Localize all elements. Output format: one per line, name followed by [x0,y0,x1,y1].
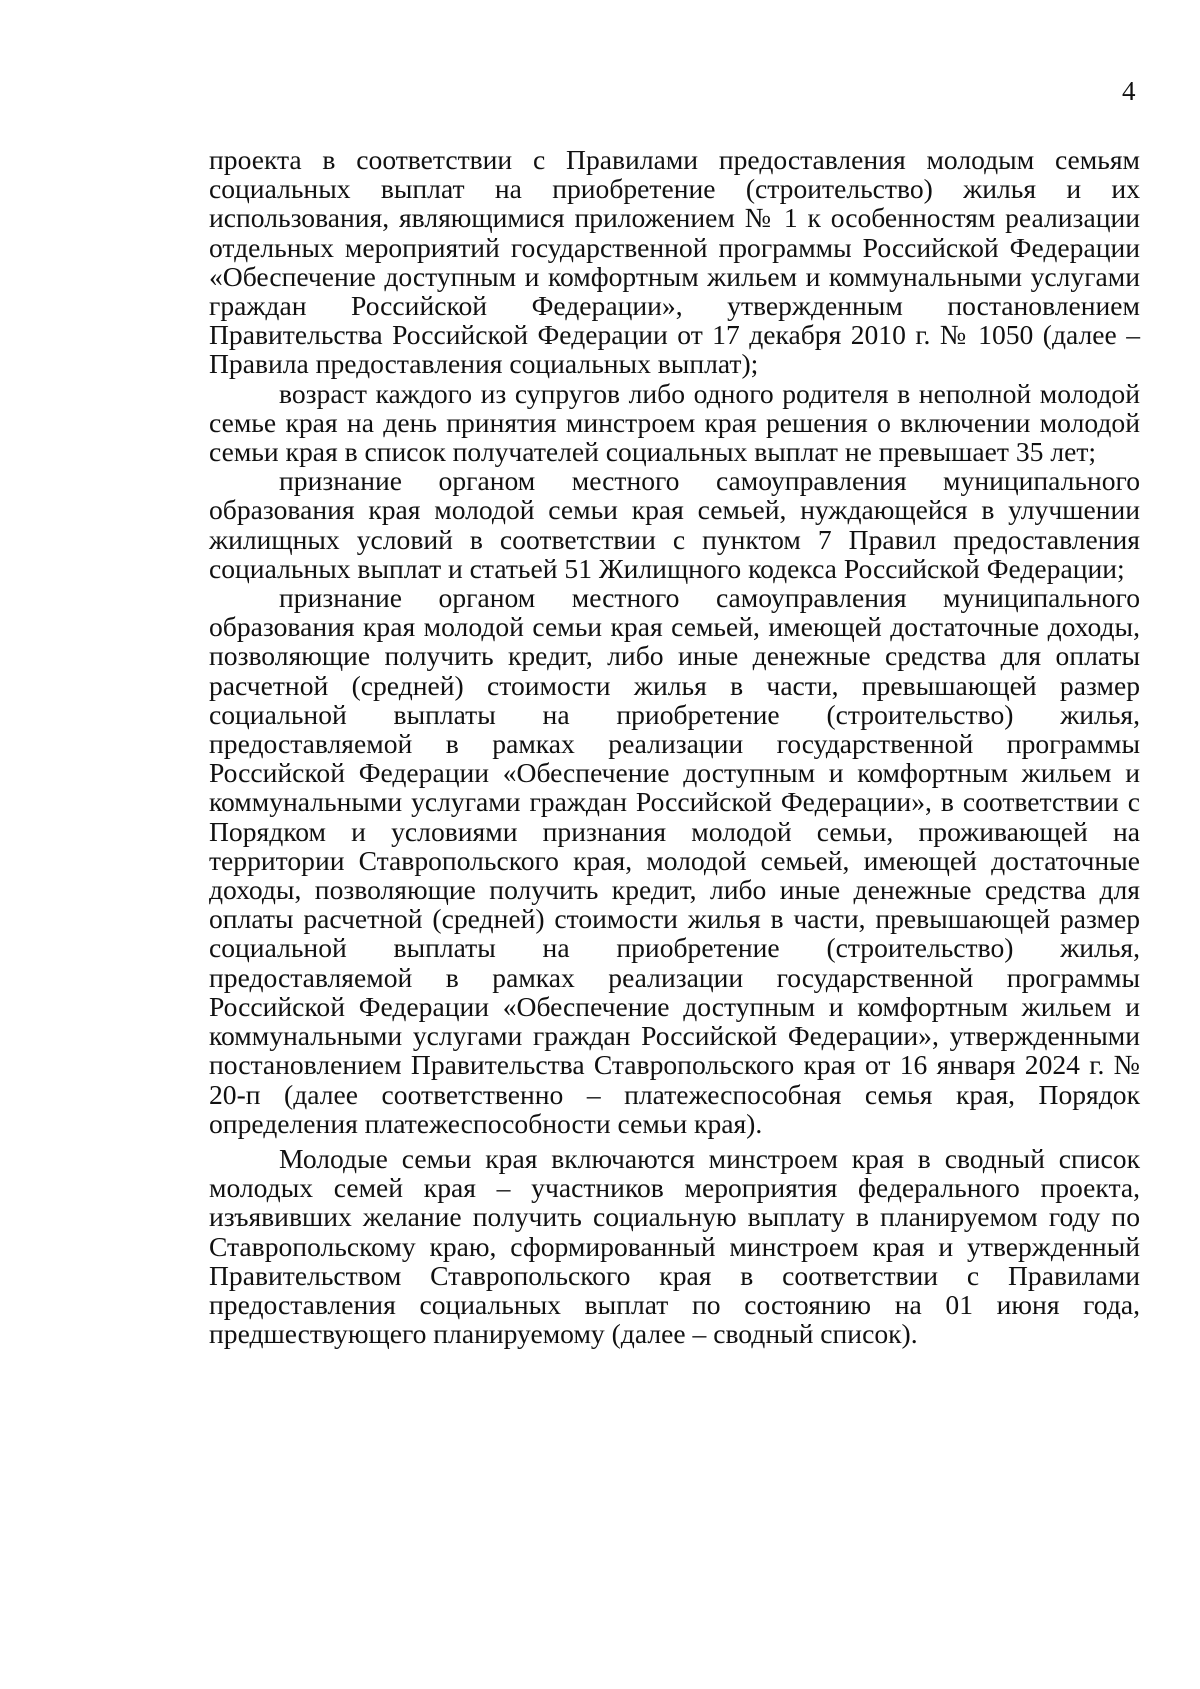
page-number: 4 [1122,76,1136,106]
paragraph-summary-list: Молодые семьи края включаются минстроем края в сводный список молодых семей края – участников мероприятия федерального проекта, изъявивших желание получить социальную выплату в планируемом году по Ставропольскому краю, сформированный минстроем края и утвержденный Правительством Ставропольского края в соответствии с Правилами предоставления социальных выплат по состоянию на 01 июня года, предшествующего планируемому (далее – сводный список). [209,1142,1140,1350]
paragraph-housing-need: признание органом местного самоуправления муниципального образования края молодой семьи края семьей, нуждающейся в улучшении жилищных условий в соответствии с пунктом 7 Правил предоставления социальных выплат и статьей 51 Жилищного кодекса Российской Федерации; [209,465,1140,584]
paragraph-age-condition: возраст каждого из супругов либо одного родителя в неполной молодой семье края на день принятия минстроем края решения о включении молодой семьи края в список получателей социальных выплат не превышает 35 лет; [209,377,1140,468]
paragraph-solvency: признание органом местного самоуправления муниципального образования края молодой семьи края семьей, имеющей достаточные доходы, позволяющие получить кредит, либо иные денежные средства для оплаты расчетной (средней) стоимости жилья в части, превышающей размер социальной выплаты на приобретение (строительство) жилья, предоставляемой в рамках реализации государственной программы Российской Федерации «Обеспечение доступным и комфортным жильем и коммунальными услугами граждан Российской Федерации», в соответствии с Порядком и условиями признания молодой семьи, проживающей на территории Ставропольского края, молодой семьей, имеющей достаточные доходы, позволяющие получить кредит, либо иные денежные средства для оплаты расчетной (средней) стоимости жилья в части, превышающей размер социальной выплаты на приобретение (строительство) жилья, предоставляемой в рамках реализации государственной программы Российской Федерации «Обеспечение доступным и комфортным жильем и коммунальными услугами граждан Российской Федерации», утвержденными постановлением Правительства Ставропольского края от 16 января 2024 г. № 20-п (далее соответственно – платежеспособная семья края, Порядок определения платежеспособности семьи края). [209,582,1140,1139]
document-body [209,145,1140,1348]
paragraph-continued: проекта в соответствии с Правилами предоставления молодым семьям социальных выплат на приобретение (строительство) жилья и их использования, являющимися приложением № 1 к особенностям реализации отдельных мероприятий государственной программы Российской Федерации «Обеспечение доступным и комфортным жильем и коммунальными услугами граждан Российской Федерации», утвержденным постановлением Правительства Российской Федерации от 17 декабря 2010 г. № 1050 (далее – Правила предоставления социальных выплат); [209,144,1140,380]
